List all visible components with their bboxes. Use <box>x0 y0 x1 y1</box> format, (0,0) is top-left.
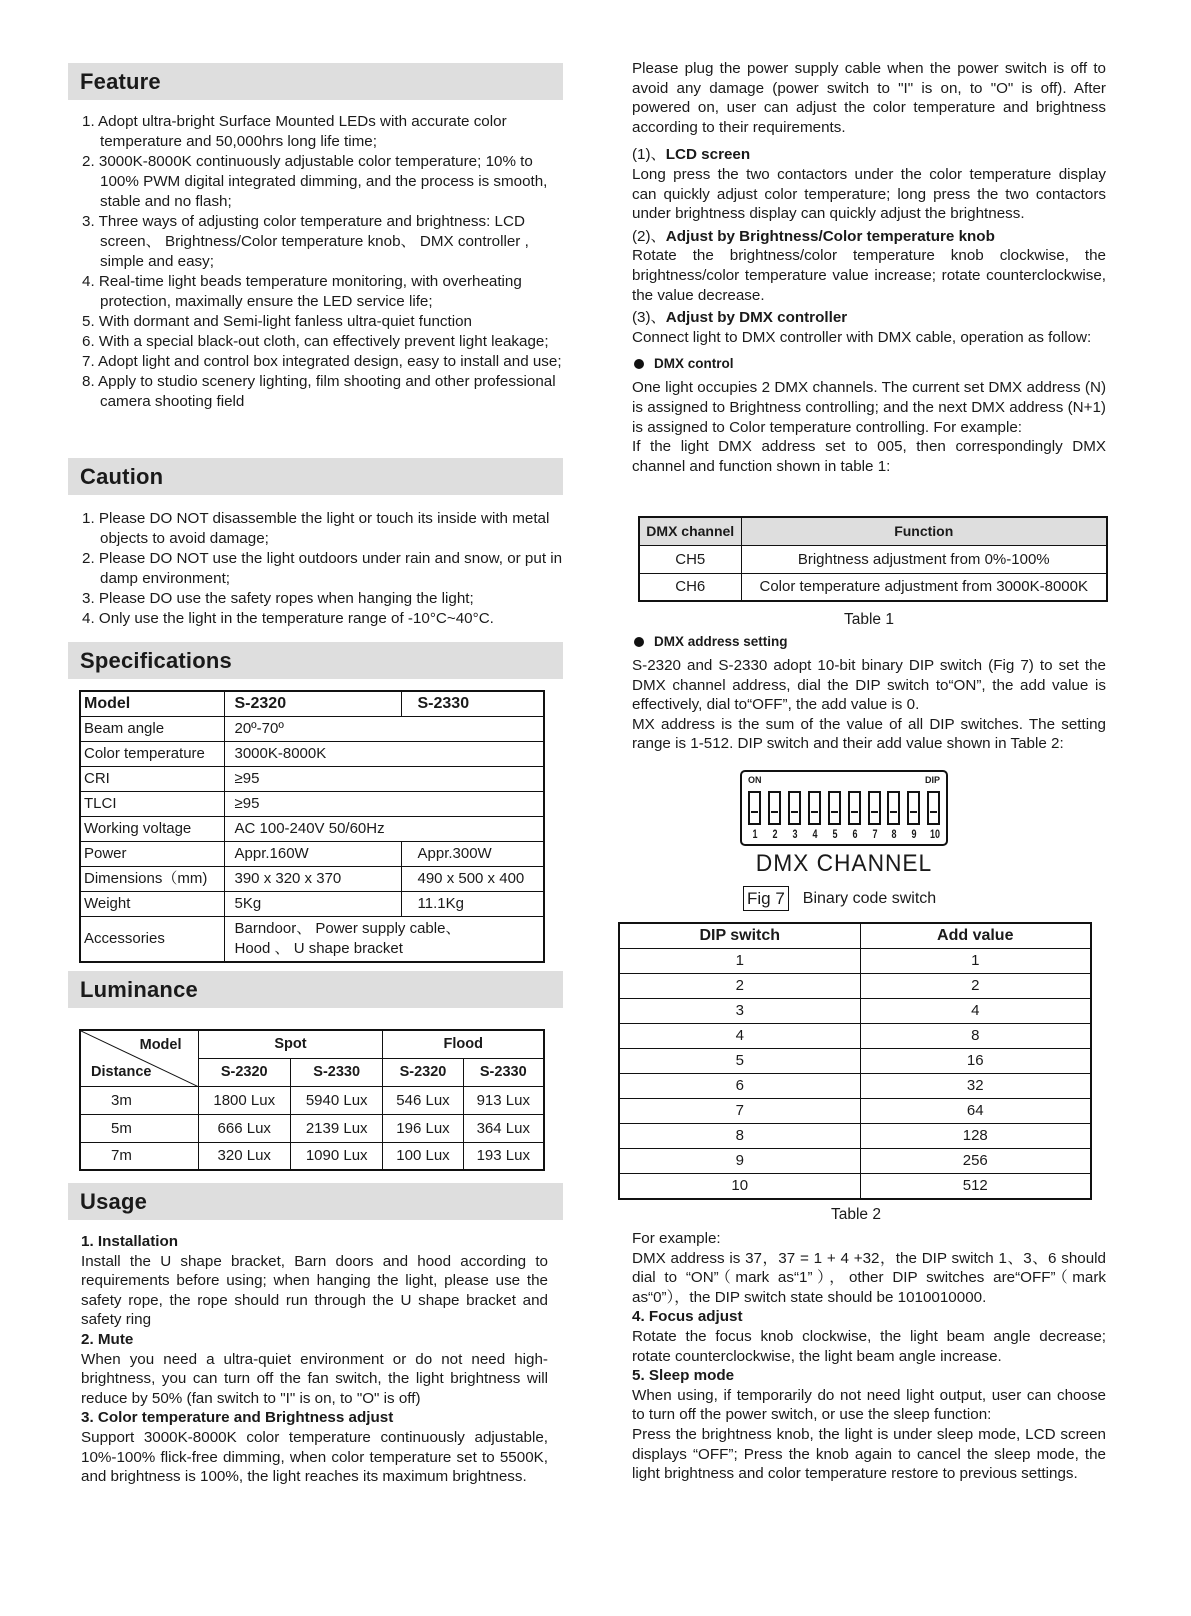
value-cell: 512 <box>860 1174 1091 1200</box>
knob-title: Adjust by Brightness/Color temperature knob <box>665 227 995 245</box>
distance-cell: 3m <box>80 1086 198 1114</box>
caution-item: 1. Please DO NOT disassemble the light or touch its inside with metal objects to avoid damage; <box>82 510 550 547</box>
table-row <box>619 1099 1091 1124</box>
distance-cell: 7m <box>80 1142 198 1170</box>
dip-number: 8 <box>891 827 897 841</box>
diagonal-header-cell <box>80 1030 198 1086</box>
section-header-luminance: Luminance <box>68 971 563 1008</box>
table-row <box>80 841 544 866</box>
power-intro-text: Please plug the power supply cable when the power switch is off to avoid any damage (power switch to "I" is on, to "O" is off). After powered on, user can adjust the color temperature and brightness according to their requirements. <box>632 60 1106 136</box>
distance-cell: 5m <box>80 1114 198 1142</box>
feature-item: 6. With a special black-out cloth, can effectively prevent light leakage; <box>82 333 549 350</box>
dip-switch-10-icon <box>927 791 940 825</box>
table-row <box>80 866 544 891</box>
lcd-text: Long press the two contactors under the color temperature display can quickly adjust color temperature; long press the two contactors under brightness display can quickly adjust the brightness. <box>632 165 1106 223</box>
knob-text: Rotate the brightness/color temperature knob clockwise, the brightness/color temperature value increase; rotate counterclockwise, the value decrease. <box>632 247 1106 304</box>
dip-switch-8-icon <box>887 791 900 825</box>
value-cell: 2 <box>860 974 1091 999</box>
dip-number: 4 <box>812 827 818 841</box>
table-row <box>80 741 544 766</box>
row-value <box>224 916 544 962</box>
dip-switch-1-icon <box>748 791 761 825</box>
dip-cell: 3 <box>619 999 860 1024</box>
dip-cell: 10 <box>619 1174 860 1200</box>
caution-item: 3. Please DO use the safety ropes when hanging the light; <box>82 590 474 607</box>
luminance-table <box>79 1029 545 1171</box>
knob-heading <box>632 227 1106 247</box>
table-row <box>619 1024 1091 1049</box>
lux-cell: 2139 Lux <box>290 1114 382 1142</box>
row-value: ≥95 <box>224 766 544 791</box>
dip-switch-9-icon <box>907 791 920 825</box>
corner-model-label: Model <box>139 1037 182 1053</box>
function-cell: Color temperature adjustment from 3000K-8000K <box>741 573 1107 601</box>
lux-cell: 1090 Lux <box>290 1142 382 1170</box>
example-text: DMX address is 37，37 = 1 + 4 +32，the DIP switch 1、3、6 should dial to “ON”（mark as“1”），other DIP switches are“OFF”（mark as“0”），the DIP switch state should be 1010010000. <box>632 1249 1106 1306</box>
fig-caption-text: Binary code switch <box>802 889 937 907</box>
sleep-text-2: Press the brightness knob, the light is under sleep mode, LCD screen displays “OFF”; Press the knob again to cancel the sleep mode, the light brightness and color temperature restore to previous settings. <box>632 1425 1106 1483</box>
lux-cell: 546 Lux <box>383 1086 463 1114</box>
dmx-control-text: One light occupies 2 DMX channels. The current set DMX address (N) is assigned to Brightness controlling; and the next DMX address (N+1) is assigned to Color temperature controlling. For example: <box>632 379 1106 436</box>
table-row <box>80 1142 544 1170</box>
table1-block <box>632 516 1112 629</box>
row-value: AC 100-240V 50/60Hz <box>224 816 544 841</box>
table-row <box>80 916 544 962</box>
row-value: 20º-70º <box>224 716 544 741</box>
model-header: S-2330 <box>463 1058 544 1086</box>
dmx-address-block <box>632 634 1106 754</box>
caution-item: 4. Only use the light in the temperature range of -10°C~40°C. <box>82 610 494 627</box>
feature-item: 8. Apply to studio scenery lighting, film shooting and other professional camera shooting field <box>82 373 556 410</box>
lux-cell: 100 Lux <box>383 1142 463 1170</box>
value-cell: 1 <box>860 949 1091 974</box>
table-row <box>619 1049 1091 1074</box>
model-header: S-2320 <box>198 1058 290 1086</box>
row-label: Weight <box>80 891 224 916</box>
section-header-feature: Feature <box>68 63 563 100</box>
lux-cell: 1800 Lux <box>198 1086 290 1114</box>
table-row <box>80 1086 544 1114</box>
table-row <box>80 891 544 916</box>
header-s2320: S-2320 <box>224 691 401 716</box>
dip-value-table <box>618 922 1092 1200</box>
sleep-heading: 5. Sleep mode <box>632 1367 735 1385</box>
focus-text: Rotate the focus knob clockwise, the light beam angle decrease; rotate counterclockwise, the light beam angle increase. <box>632 1327 1106 1365</box>
value-cell: 16 <box>860 1049 1091 1074</box>
dip-cell: 6 <box>619 1074 860 1099</box>
row-value-s2330: 490 x 500 x 400 <box>401 866 544 891</box>
dip-cell: 2 <box>619 974 860 999</box>
lux-cell: 364 Lux <box>463 1114 544 1142</box>
feature-item: 4. Real-time light beads temperature monitoring, with overheating protection, maximally ensure the LED service life; <box>82 273 522 310</box>
row-value-s2320: 390 x 320 x 370 <box>224 866 401 891</box>
dip-number: 7 <box>872 827 878 841</box>
lux-cell: 196 Lux <box>383 1114 463 1142</box>
dip-number: 5 <box>832 827 838 841</box>
section-header-caution: Caution <box>68 458 563 495</box>
feature-item: 1. Adopt ultra-bright Surface Mounted LEDs with accurate color temperature and 50,000hrs long life time; <box>82 113 507 150</box>
table-row <box>80 691 544 716</box>
header-dip-switch: DIP switch <box>619 923 860 949</box>
row-label: Beam angle <box>80 716 224 741</box>
lux-cell: 193 Lux <box>463 1142 544 1170</box>
dip-switch-figure <box>632 770 1106 930</box>
dmx-title: Adjust by DMX controller <box>665 309 848 327</box>
header-s2330: S-2330 <box>401 691 544 716</box>
dip-cell: 7 <box>619 1099 860 1124</box>
usage-installation-heading: 1. Installation <box>81 1233 179 1250</box>
dip-on-label: ON <box>748 775 762 785</box>
accessories-line: Hood 、 U shape bracket <box>234 939 403 957</box>
table-row <box>639 573 1107 601</box>
dmx-channel-table <box>638 516 1108 602</box>
lux-cell: 5940 Lux <box>290 1086 382 1114</box>
lcd-heading <box>632 145 1106 165</box>
table-row <box>619 1174 1091 1200</box>
lux-cell: 666 Lux <box>198 1114 290 1142</box>
row-label: Power <box>80 841 224 866</box>
model-header: S-2320 <box>383 1058 463 1086</box>
table-row <box>80 791 544 816</box>
dip-number: 10 <box>929 827 941 841</box>
lux-cell: 913 Lux <box>463 1086 544 1114</box>
table-row <box>80 1030 544 1058</box>
row-value-s2320: Appr.160W <box>224 841 401 866</box>
section-header-usage: Usage <box>68 1183 563 1220</box>
value-cell: 32 <box>860 1074 1091 1099</box>
lux-cell: 320 Lux <box>198 1142 290 1170</box>
usage-installation-text: Install the U shape bracket, Barn doors and hood according to requirements before using; when hanging the light, please use the safety rope, the rope should run through the U shape bracket and safety ring <box>81 1252 548 1329</box>
feature-item: 5. With dormant and Semi-light fanless ultra-quiet function <box>82 313 473 330</box>
row-value-s2320: 5Kg <box>224 891 401 916</box>
dip-number: 1 <box>752 827 758 841</box>
table-row <box>619 1074 1091 1099</box>
example-label: For example: <box>632 1230 721 1247</box>
right-bottom-block <box>632 1229 1106 1484</box>
usage-color-adjust-heading: 3. Color temperature and Brightness adjust <box>81 1409 394 1427</box>
table-row <box>619 974 1091 999</box>
table2-caption: Table 2 <box>831 1206 881 1223</box>
dmx-address-bullet <box>632 634 1106 649</box>
dip-switch-6-icon <box>848 791 861 825</box>
table-row <box>639 545 1107 573</box>
feature-item: 2. 3000K-8000K continuously adjustable color temperature; 10% to 100% PWM digital integrated dimming, and the process is smooth, stable and no flash; <box>82 153 548 210</box>
header-function: Function <box>741 517 1107 545</box>
dip-switch-3-icon <box>788 791 801 825</box>
group-flood: Flood <box>383 1030 544 1058</box>
dip-number: 6 <box>852 827 858 841</box>
right-top-block <box>632 59 1106 476</box>
table2-block <box>618 922 1094 1224</box>
dmx-heading <box>632 308 1106 328</box>
caution-item: 2. Please DO NOT use the light outdoors under rain and snow, or put in damp environment; <box>82 550 563 587</box>
row-value: 3000K-8000K <box>224 741 544 766</box>
caution-section <box>68 458 563 629</box>
dmx-text: Connect light to DMX controller with DMX cable, operation as follow: <box>632 328 1092 346</box>
specifications-section <box>68 642 563 963</box>
row-label: CRI <box>80 766 224 791</box>
table-row <box>619 923 1091 949</box>
sleep-text: When using, if temporarily do not need light output, user can choose to turn off the power switch, or use the sleep function: <box>632 1386 1106 1424</box>
dip-cell: 1 <box>619 949 860 974</box>
dip-number: 2 <box>772 827 778 841</box>
dmx-channel-label: DMX CHANNEL <box>755 850 933 877</box>
usage-section <box>68 1183 563 1487</box>
dip-cell: 9 <box>619 1149 860 1174</box>
row-label: TLCI <box>80 791 224 816</box>
header-model: Model <box>80 691 224 716</box>
bullet-dot-icon <box>634 637 644 647</box>
table-row <box>80 1114 544 1142</box>
dip-cell: 4 <box>619 1024 860 1049</box>
row-value: ≥95 <box>224 791 544 816</box>
dmx-address-text: S-2320 and S-2330 adopt 10-bit binary DIP switch (Fig 7) to set the DMX channel address, dial the DIP switch to“ON”, the add value is effectively, dial to“OFF”, the add value is 0. <box>632 657 1106 714</box>
dip-cell: 8 <box>619 1124 860 1149</box>
focus-heading: 4. Focus adjust <box>632 1308 743 1326</box>
bullet-dot-icon <box>634 359 644 369</box>
dip-switch-2-icon <box>768 791 781 825</box>
figure-caption <box>743 886 936 911</box>
dmx-prefix: (3)、 <box>632 309 666 327</box>
lcd-title: LCD screen <box>665 146 751 164</box>
usage-body <box>68 1232 563 1487</box>
dip-number: 3 <box>792 827 798 841</box>
dmx-address-text-2: MX address is the sum of the value of all DIP switches. The setting range is 1-512. DIP switch and their add value shown in Table 2: <box>632 715 1106 753</box>
function-cell: Brightness adjustment from 0%-100% <box>741 545 1107 573</box>
value-cell: 64 <box>860 1099 1091 1124</box>
dip-switch-5-icon <box>828 791 841 825</box>
feature-section <box>68 63 563 412</box>
dip-cell: 5 <box>619 1049 860 1074</box>
value-cell: 8 <box>860 1024 1091 1049</box>
bullet-label: DMX control <box>654 356 734 372</box>
dmx-control-text-2: If the light DMX address set to 005, then correspondingly DMX channel and function shown in table 1: <box>632 438 1106 475</box>
section-header-specifications: Specifications <box>68 642 563 679</box>
value-cell: 128 <box>860 1124 1091 1149</box>
feature-list <box>68 112 563 412</box>
dip-switch-7-icon <box>868 791 881 825</box>
corner-distance-label: Distance <box>91 1063 152 1080</box>
row-label: Accessories <box>80 916 224 962</box>
usage-mute-text: When you need a ultra-quiet environment or do not need high-brightness, you can turn off the fan switch, the light brightness will reduce by 50% (fan switch to "I" is on, to "O" is off) <box>81 1350 548 1407</box>
row-label: Dimensions（mm) <box>80 866 224 891</box>
table-row <box>619 949 1091 974</box>
bullet-label: DMX address setting <box>654 634 788 649</box>
row-value-s2330: 11.1Kg <box>401 891 544 916</box>
channel-cell: CH6 <box>639 573 741 601</box>
group-spot: Spot <box>198 1030 383 1058</box>
fig-tag: Fig 7 <box>743 886 789 911</box>
dip-number: 9 <box>911 827 917 841</box>
header-add-value: Add value <box>860 923 1091 949</box>
dip-switch-4-icon <box>808 791 821 825</box>
caution-list <box>68 509 563 629</box>
table-row <box>639 517 1107 545</box>
table-row <box>619 999 1091 1024</box>
dmx-control-bullet <box>632 356 1106 371</box>
value-cell: 256 <box>860 1149 1091 1174</box>
accessories-line: Barndoor、 Power supply cable、 <box>234 919 461 937</box>
feature-item: 7. Adopt light and control box integrated design, easy to install and use; <box>82 353 562 370</box>
table-row <box>80 816 544 841</box>
table1-caption: Table 1 <box>844 611 894 628</box>
table-row <box>619 1149 1091 1174</box>
table-row <box>80 716 544 741</box>
row-label: Color temperature <box>80 741 224 766</box>
row-label: Working voltage <box>80 816 224 841</box>
usage-color-adjust-text: Support 3000K-8000K color temperature continuously adjustable, 10%-100% flick-free dimming, when color temperature set to 5500K, and brightness is 100%, the light reaches its maximum brightness. <box>81 1428 548 1486</box>
luminance-section <box>68 971 563 1171</box>
model-header: S-2330 <box>290 1058 382 1086</box>
value-cell: 4 <box>860 999 1091 1024</box>
header-dmx-channel: DMX channel <box>639 517 741 545</box>
lcd-prefix: (1)、 <box>632 146 666 164</box>
dip-label: DIP <box>924 775 940 785</box>
specifications-table <box>79 690 545 963</box>
channel-cell: CH5 <box>639 545 741 573</box>
table-row <box>619 1124 1091 1149</box>
usage-mute-heading: 2. Mute <box>81 1330 134 1348</box>
table-row <box>80 766 544 791</box>
feature-item: 3. Three ways of adjusting color temperature and brightness: LCD screen、 Brightness/Color temperature knob、 DMX controller , simple and easy; <box>82 213 529 270</box>
knob-prefix: (2)、 <box>632 227 666 245</box>
row-value-s2330: Appr.300W <box>401 841 544 866</box>
dip-switch-illustration <box>740 770 948 846</box>
